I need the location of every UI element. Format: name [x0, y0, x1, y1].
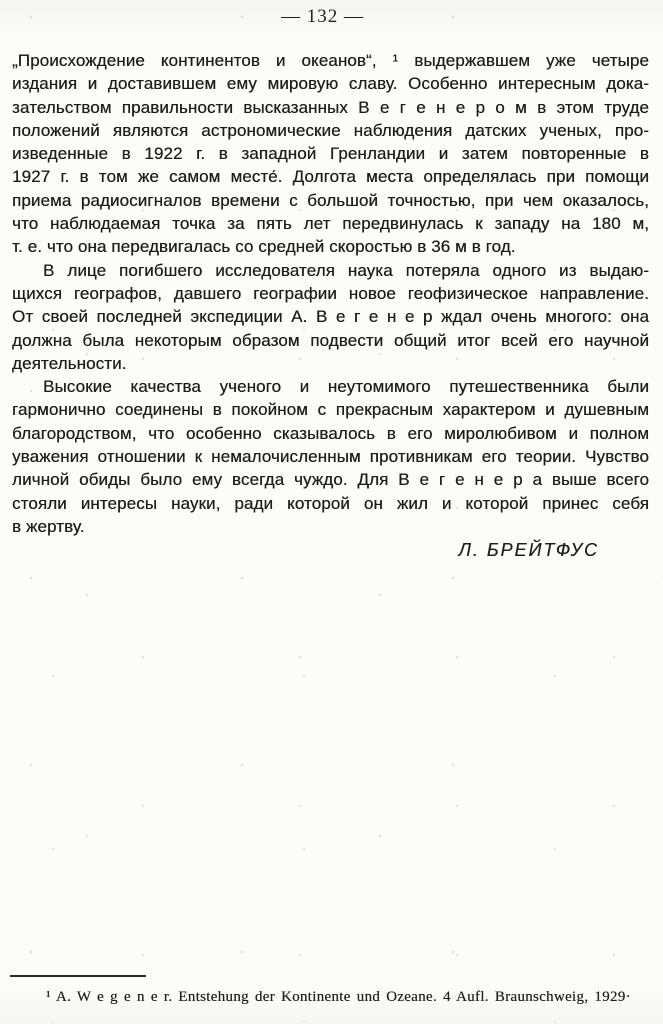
text-line: „Происхождение континентов и океанов“, ¹ выдержавшем уже четыре: [12, 51, 649, 70]
text-line: зательством правильности высказанных В е г е н е р о м в этом труде: [12, 97, 649, 117]
text-line: личной обиды было ему всегда чуждо. Для В е г е н е р а выше всего: [12, 470, 649, 490]
text-line: т. е. что она передвигалась со средней скоростью в 36 м в год.: [12, 237, 516, 257]
footnote-text: A. W e g e n e r. Entstehung der Kontinente und Ozeane. 4 Aufl. Braunschweig, 1929·: [55, 989, 631, 1005]
footnote-divider: [10, 975, 146, 977]
text-line: что наблюдаемая точка за пять лет передвинулась к западу на 180 м,: [12, 214, 649, 234]
text-line: благородством, что особенно сказывалось в его миролюбивом и полном: [12, 423, 649, 443]
footnote: [12, 987, 654, 1007]
text-line: Высокие качества ученого и неутомимого путешественника были: [43, 377, 649, 397]
body-text: [12, 49, 649, 561]
text-line: в жертву.: [12, 516, 85, 536]
text-line: гармонично соединены в покойном с прекрасным характером и душевным: [12, 400, 649, 420]
text-line: должна была некоторым образом подвести общий итог всей его научной: [12, 330, 649, 350]
text-line: изведенные в 1922 г. в западной Гренландии и затем повторенные в: [12, 144, 649, 164]
text-line: издания и доставившем ему мировую славу. Особенно интересным дока-: [12, 74, 649, 94]
page-number: — 132 —: [281, 6, 364, 27]
text-line: положений являются астрономические наблюдения датских ученых, про-: [12, 120, 649, 140]
text-line: щихся географов, давшего географии новое геофизическое направление.: [12, 283, 649, 303]
text-line: 1927 г. в том же самом месте́. Долгота места определялась при помощи: [12, 167, 649, 187]
footnote-marker: ¹: [46, 989, 51, 1005]
text-line: приема радиосигналов времени с большой точностью, при чем оказалось,: [12, 190, 649, 210]
author-signature: Л. БРЕЙТФУС: [458, 540, 599, 561]
text-line: В лице погибшего исследователя наука потеряла одного из выдаю-: [43, 260, 649, 280]
text-line: деятельности.: [12, 353, 127, 373]
text-line: От своей последней экспедиции А. В е г е н е р ждал очень многого: она: [12, 307, 649, 327]
text-line: уважения отношении к немалочисленным противникам его теории. Чувство: [12, 447, 649, 467]
text-line: стояли интересы науки, ради которой он жил и которой принес себя: [12, 493, 649, 513]
